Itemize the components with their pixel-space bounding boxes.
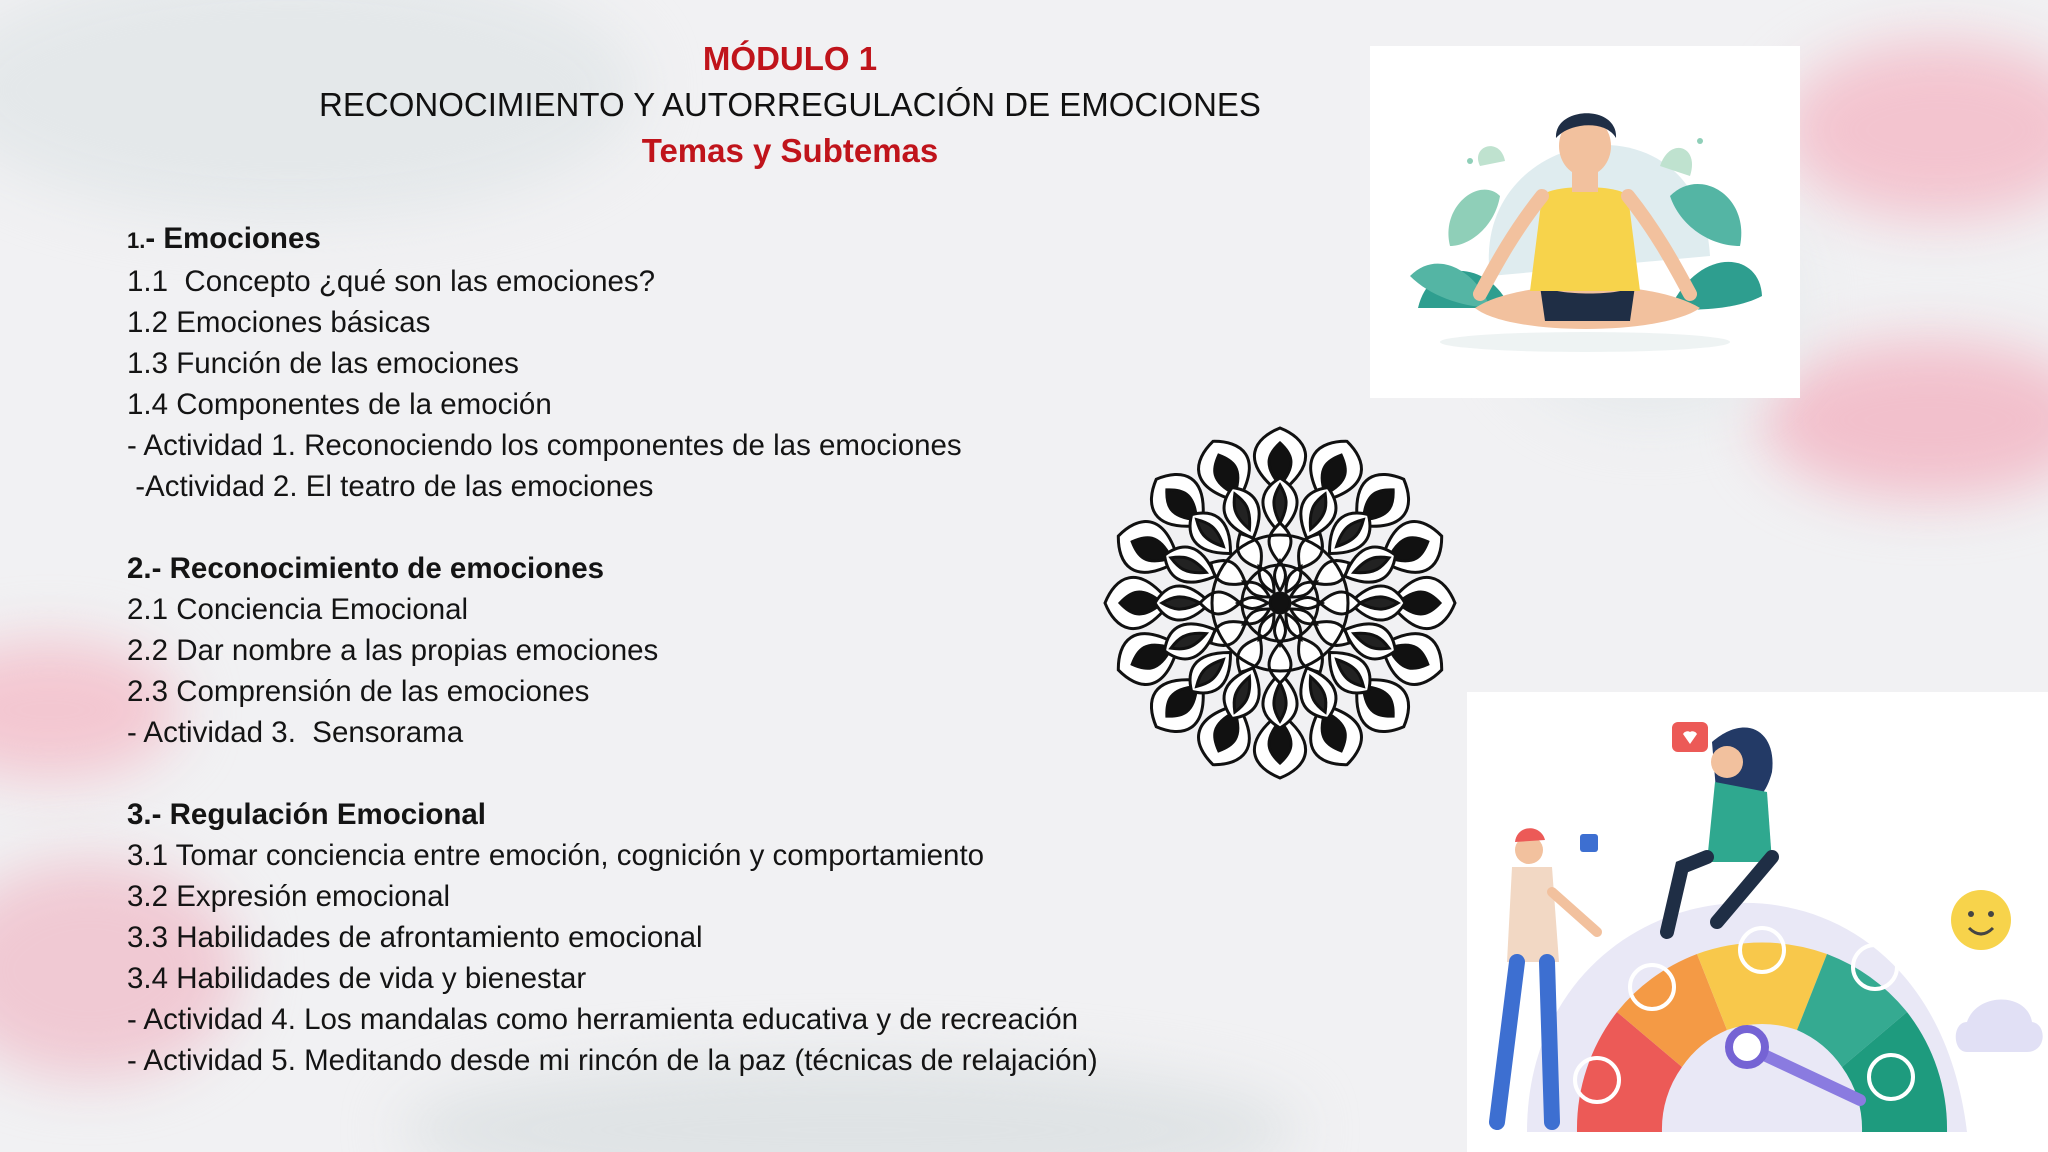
list-item: 3.2 Expresión emocional: [127, 880, 451, 913]
mandala-illustration: [1100, 423, 1460, 783]
list-item: 3.4 Habilidades de vida y bienestar: [127, 962, 587, 995]
emotion-meter-illustration: [1467, 692, 2048, 1152]
section-heading: 3.- Regulación Emocional: [127, 798, 486, 831]
list-item: 1.3 Función de las emociones: [127, 347, 519, 380]
activity-item: - Actividad 3. Sensorama: [127, 716, 464, 749]
list-item: 1.4 Componentes de la emoción: [127, 388, 552, 421]
module-title: MÓDULO 1: [702, 40, 878, 77]
section-number: 1.: [127, 228, 146, 253]
list-item: 1.2 Emociones básicas: [127, 306, 431, 339]
module-subtitle: RECONOCIMIENTO Y AUTORREGULACIÓN DE EMOCIONES: [319, 86, 1261, 123]
list-item: 2.3 Comprensión de las emociones: [127, 675, 590, 708]
topics-label: Temas y Subtemas: [641, 132, 939, 169]
topics-outline: [127, 218, 1187, 1081]
list-item: 2.1 Conciencia Emocional: [127, 593, 469, 626]
meditation-illustration: [1370, 46, 1800, 398]
activity-item: - Actividad 1. Reconociendo los componentes de las emociones: [127, 429, 962, 462]
list-item: 3.3 Habilidades de afrontamiento emocional: [127, 921, 703, 954]
activity-item: - Actividad 4. Los mandalas como herramienta educativa y de recreación: [127, 1003, 1079, 1036]
activity-item: - Actividad 5. Meditando desde mi rincón de la paz (técnicas de relajación): [127, 1044, 1098, 1077]
list-item: 2.2 Dar nombre a las propias emociones: [127, 634, 659, 667]
title-block: [290, 36, 1290, 174]
section-heading: 1.- Emociones: [127, 222, 321, 255]
section-heading: 2.- Reconocimiento de emociones: [127, 552, 605, 585]
list-item: 1.1 Concepto ¿qué son las emociones?: [127, 265, 656, 298]
list-item: 3.1 Tomar conciencia entre emoción, cognición y comportamiento: [127, 839, 985, 872]
activity-item: -Actividad 2. El teatro de las emociones: [127, 470, 654, 503]
